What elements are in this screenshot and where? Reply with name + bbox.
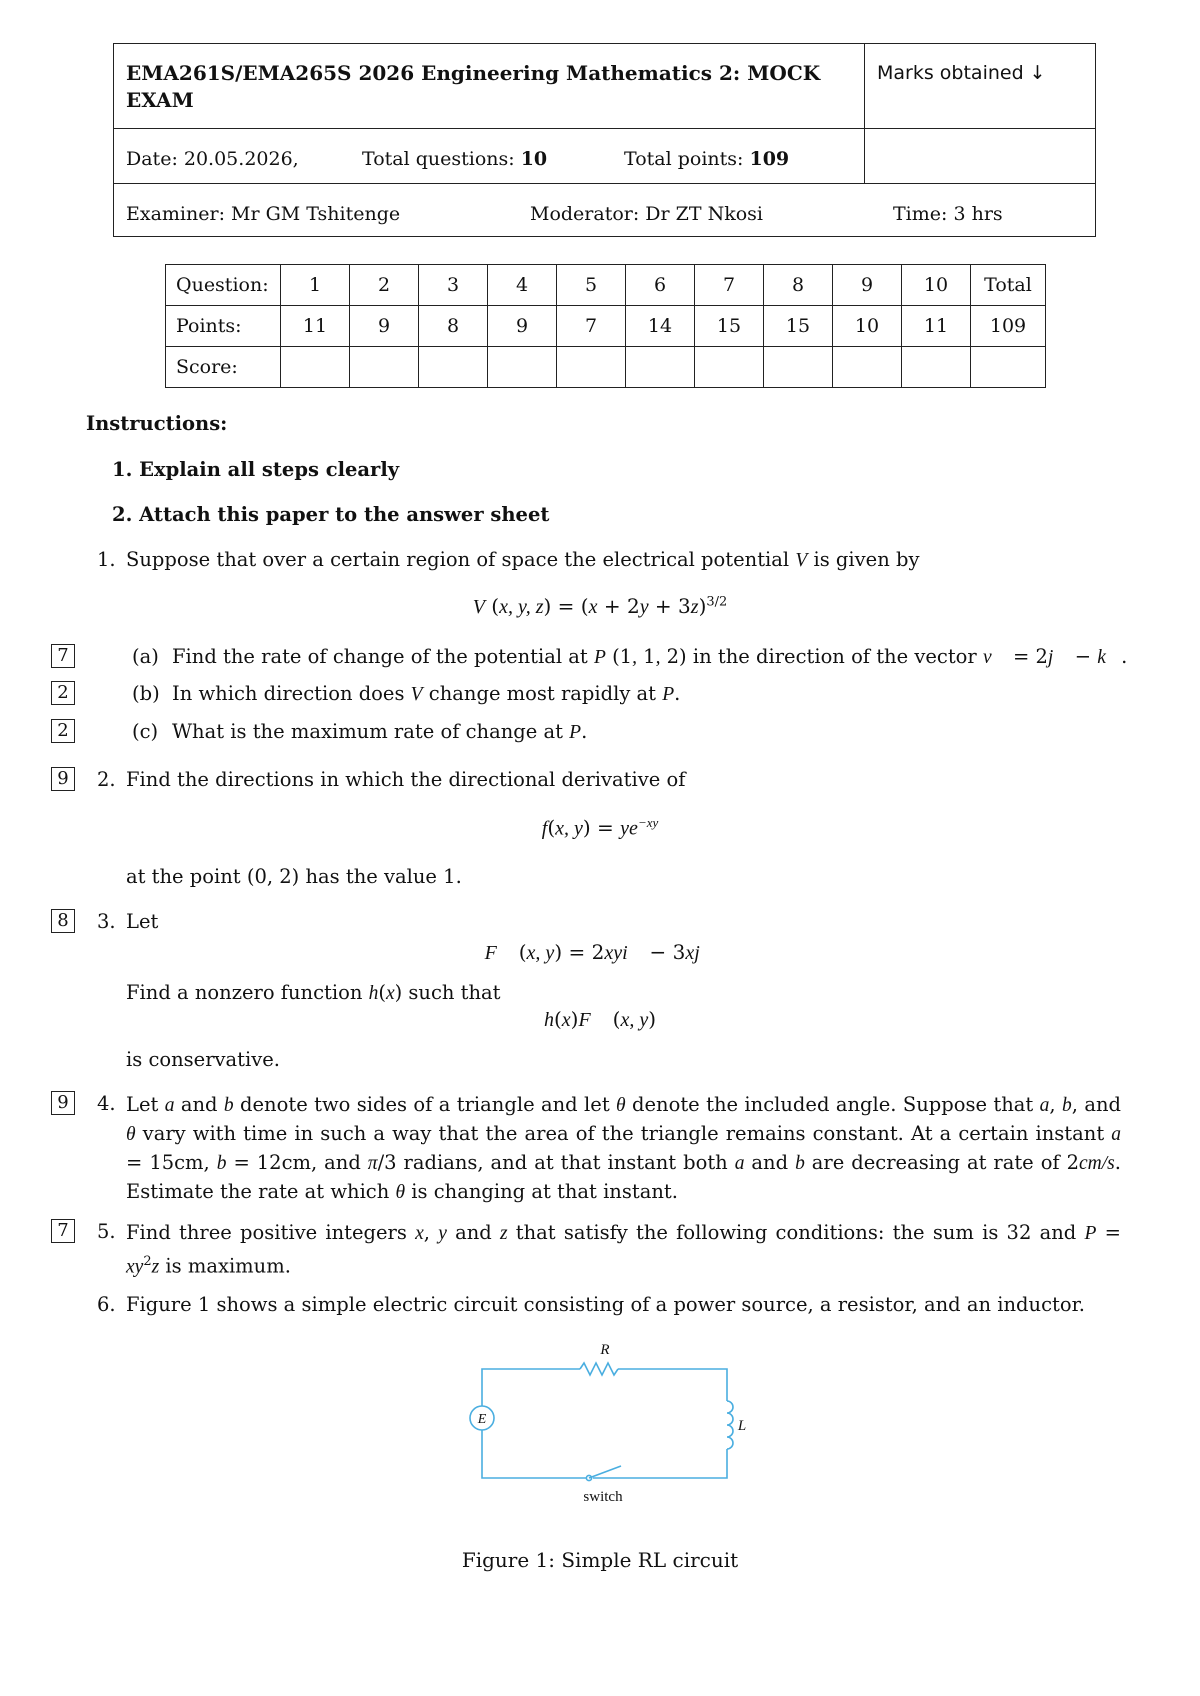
score-cell [281, 347, 350, 388]
marks-obtained-label: Marks obtained ↓ [877, 62, 1046, 84]
score-cell [833, 347, 902, 388]
mark-box: 2 [51, 681, 75, 705]
inductor-symbol [727, 1401, 733, 1449]
question-3-equation-2: h(x)F⃗ (x, y) [543, 1007, 657, 1031]
points-row [166, 306, 1046, 347]
circuit-wire [593, 1449, 727, 1478]
question-4-text: Let a and b denote two sides of a triangle and let θ denote the included angle. Suppose that a, b, and θ vary with time in such a way that the area of the triangle remains constant. At a certain instant a = 15cm, b = 12cm, and π/3 radians, and at that instant both a and b are decreasing at rate of 2cm/s. Estimate the rate at which θ is changing at that instant. [126, 1093, 1121, 1203]
score-cell [764, 347, 833, 388]
question-cell: 4 [488, 265, 557, 306]
question-cell-total: Total [971, 265, 1046, 306]
score-cell [557, 347, 626, 388]
total-questions-value: 10 [520, 148, 548, 170]
question-cell: 6 [626, 265, 695, 306]
row-label: Points: [166, 306, 281, 347]
question-4-number: 4. [97, 1092, 116, 1115]
points-cell: 15 [764, 306, 833, 347]
score-cell [695, 347, 764, 388]
question-cell: 8 [764, 265, 833, 306]
total-questions [362, 148, 547, 170]
mark-box: 2 [51, 719, 75, 743]
instructions-heading: Instructions: [86, 412, 228, 435]
source-label: E [477, 1412, 487, 1427]
part-label: (a) [132, 645, 159, 668]
mark-box: 9 [51, 767, 75, 791]
score-cell [350, 347, 419, 388]
points-cell: 11 [902, 306, 971, 347]
circuit-wire [482, 1430, 586, 1478]
question-3-equation: F⃗ (x, y) = 2xyi⃗ − 3xj⃗ [484, 940, 716, 964]
points-cell: 10 [833, 306, 902, 347]
exam-header-box [113, 43, 1096, 237]
question-2-equation: f(x, $y) = ye^{-xy}$ [541, 815, 659, 840]
question-1-equation: V (x, y, $z) = (x + 2y + 3z)^{3/2}$ [472, 594, 728, 618]
part-label: (b) [132, 682, 160, 705]
question-3-number: 3. [97, 910, 116, 933]
mark-box: 9 [51, 1091, 75, 1115]
score-cell [488, 347, 557, 388]
question-cell: 7 [695, 265, 764, 306]
points-cell: 7 [557, 306, 626, 347]
examiner: Examiner: Mr GM Tshitenge [126, 203, 401, 225]
question-3-find: Find a nonzero function h(x) such that [126, 981, 501, 1004]
score-cell [902, 347, 971, 388]
points-cell: 11 [281, 306, 350, 347]
question-1c-text: What is the maximum rate of change at P. [172, 720, 588, 743]
question-1b-text: In which direction does V change most rapidly at P. [172, 682, 681, 705]
points-cell: 9 [488, 306, 557, 347]
rl-circuit-figure [455, 1336, 755, 1512]
question-6-number: 6. [97, 1293, 116, 1316]
total-questions-label: Total questions: [362, 148, 515, 170]
mark-box: 8 [51, 909, 75, 933]
circuit-wire [618, 1369, 727, 1401]
header-column-divider [864, 44, 865, 183]
figure-caption: Figure 1: Simple RL circuit [461, 1548, 739, 1572]
exam-title: EMA261S/EMA265S 2026 Engineering Mathematics 2: MOCK EXAM [126, 61, 821, 112]
circuit-wire [482, 1369, 580, 1406]
mark-box: 7 [51, 644, 75, 668]
inductor-label: L [737, 1418, 747, 1434]
header-divider [114, 183, 1095, 184]
question-3-after: is conservative. [126, 1048, 281, 1071]
instruction-item: 2. Attach this paper to the answer sheet [112, 503, 550, 526]
part-label: (c) [132, 720, 159, 743]
moderator: Moderator: Dr ZT Nkosi [530, 203, 763, 225]
question-3-text: Let [126, 910, 159, 933]
exam-time: Time: 3 hrs [893, 203, 1003, 225]
points-cell: 8 [419, 306, 488, 347]
points-cell: 9 [350, 306, 419, 347]
total-points-label: Total points: [624, 148, 744, 170]
question-cell: 3 [419, 265, 488, 306]
question-cell: 5 [557, 265, 626, 306]
score-cell [419, 347, 488, 388]
score-row [166, 347, 1046, 388]
exam-date: Date: 20.05.2026, [126, 148, 299, 170]
total-points-value: 109 [749, 148, 790, 170]
points-cell: 15 [695, 306, 764, 347]
switch-symbol [589, 1466, 621, 1478]
switch-label: switch [583, 1489, 623, 1505]
row-label: Score: [166, 347, 281, 388]
instruction-item: 1. Explain all steps clearly [112, 458, 400, 481]
score-table [165, 264, 1046, 388]
question-2-after: at the point (0, 2) has the value 1. [126, 865, 462, 888]
resistor-label: R [600, 1342, 610, 1358]
question-2-text: Find the directions in which the directional derivative of [126, 768, 686, 791]
question-1a-text: Find the rate of change of the potential at P (1, 1, 2) in the direction of the vector v⃗ = 2j⃗ − k⃗. [172, 645, 1128, 668]
question-cell: 2 [350, 265, 419, 306]
header-divider [114, 128, 1095, 129]
question-2-number: 2. [97, 768, 116, 791]
question-5-text: Find three positive integers x, y and z that satisfy the following conditions: the sum is 32 and $P = xy^2z$ is maximum. [126, 1221, 1121, 1278]
mark-box: 7 [51, 1219, 75, 1243]
points-cell: 14 [626, 306, 695, 347]
resistor-symbol [580, 1363, 618, 1375]
question-cell: 10 [902, 265, 971, 306]
total-points [624, 148, 789, 170]
question-cell: 9 [833, 265, 902, 306]
row-label: Question: [166, 265, 281, 306]
question-1-number: 1. [97, 548, 116, 571]
question-cell: 1 [281, 265, 350, 306]
question-5-number: 5. [97, 1220, 116, 1243]
question-1-text: Suppose that over a certain region of space the electrical potential V is given by [126, 548, 920, 571]
score-cell [626, 347, 695, 388]
points-cell-total: 109 [971, 306, 1046, 347]
question-row [166, 265, 1046, 306]
question-6-text: Figure 1 shows a simple electric circuit consisting of a power source, a resistor, and an inductor. [126, 1293, 1085, 1316]
score-cell-total [971, 347, 1046, 388]
